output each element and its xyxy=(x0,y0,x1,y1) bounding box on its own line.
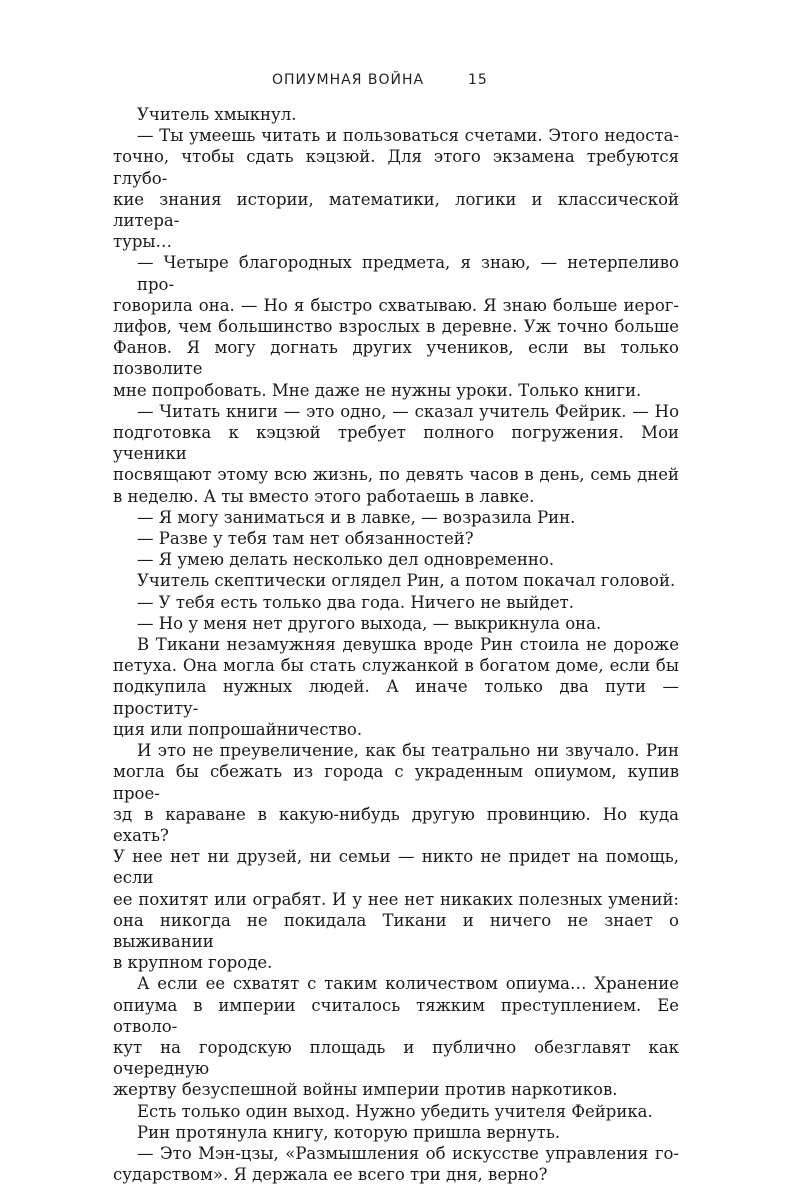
paragraph xyxy=(113,401,679,507)
text-line: Учитель хмыкнул. xyxy=(137,105,297,124)
text-line: — Но у меня нет другого выхода, — выкрикнула она. xyxy=(137,613,602,633)
text-line: туры… xyxy=(113,232,173,252)
text-line: точно, чтобы сдать кэцзюй. Для этого экзамена требуются глубо- xyxy=(113,147,679,188)
paragraph xyxy=(113,613,679,634)
paragraph xyxy=(113,104,679,125)
paragraph xyxy=(113,507,679,528)
text-line: — Читать книги — это одно, — сказал учитель Фейрик. — Но xyxy=(137,401,679,421)
text-line: А если ее схватят с таким количеством опиума… Хранение xyxy=(137,974,679,994)
text-line: ция или попрошайничество. xyxy=(113,719,363,739)
text-line: петуха. Она могла бы стать служанкой в богатом доме, если бы xyxy=(113,656,679,676)
text-line: в неделю. А ты вместо этого работаешь в лавке. xyxy=(113,486,535,506)
page-number: 15 xyxy=(468,72,488,88)
text-line: — Ты умеешь читать и пользоваться счетами. Этого недоста- xyxy=(137,126,679,146)
text-line: — Разве у тебя там нет обязанностей? xyxy=(137,529,474,549)
text-line: — Четыре благородных предмета, я знаю, — нетерпеливо про- xyxy=(137,253,679,294)
book-title: ОПИУМНАЯ ВОЙНА xyxy=(272,72,425,88)
text-line: В Тикани незамужняя девушка вроде Рин стоила не дороже xyxy=(137,635,679,655)
text-line: — У тебя есть только два года. Ничего не выйдет. xyxy=(137,592,574,612)
text-line: посвящают этому всю жизнь, по девять часов в день, семь дней xyxy=(113,465,679,485)
text-line: сударством». Я держала ее всего три дня, верно? xyxy=(113,1165,548,1185)
paragraph xyxy=(113,570,679,591)
text-line: опиума в империи считалось тяжким преступлением. Ее отволо- xyxy=(113,995,679,1036)
paragraph xyxy=(113,1101,679,1122)
paragraph xyxy=(113,528,679,549)
body-text xyxy=(113,104,679,1185)
running-head xyxy=(0,72,800,92)
text-line: — Я могу заниматься и в лавке, — возразила Рин. xyxy=(137,507,576,527)
paragraph xyxy=(113,592,679,613)
text-line: подготовка к кэцзюй требует полного погружения. Мои ученики xyxy=(113,423,679,464)
text-line: У нее нет ни друзей, ни семьи — никто не придет на помощь, если xyxy=(113,847,679,888)
text-line: она никогда не покидала Тикани и ничего не знает о выживании xyxy=(113,910,679,951)
text-line: И это не преувеличение, как бы театрально ни звучало. Рин xyxy=(137,741,679,761)
paragraph xyxy=(113,740,679,973)
text-line: кут на городскую площадь и публично обезглавят как очередную xyxy=(113,1037,679,1079)
paragraph xyxy=(113,125,679,252)
text-line: ее похитят или ограбят. И у нее нет никаких полезных умений: xyxy=(113,889,679,909)
text-line: могла бы сбежать из города с украденным опиумом, купив прое- xyxy=(113,762,679,803)
paragraph xyxy=(113,1122,679,1143)
text-line: — Это Мэн-цзы, «Размышления об искусстве управления го- xyxy=(137,1143,679,1163)
text-line: Фанов. Я могу догнать других учеников, если вы только позволите xyxy=(113,338,679,379)
text-line: жертву безуспешной войны империи против наркотиков. xyxy=(113,1080,618,1100)
text-line: Учитель скептически оглядел Рин, а потом покачал головой. xyxy=(137,571,676,591)
text-line: Есть только один выход. Нужно убедить учителя Фейрика. xyxy=(137,1101,653,1121)
text-line: — Я умею делать несколько дел одновременно. xyxy=(137,550,555,570)
paragraph xyxy=(113,634,679,740)
paragraph xyxy=(113,549,679,570)
text-line: лифов, чем большинство взрослых в деревне. Уж точно больше xyxy=(113,317,679,337)
paragraph xyxy=(113,252,679,400)
paragraph xyxy=(113,1143,679,1185)
text-line: в крупном городе. xyxy=(113,953,273,973)
text-line: говорила она. — Но я быстро схватываю. Я знаю больше иерог- xyxy=(113,295,679,315)
paragraph xyxy=(113,973,679,1100)
text-line: мне попробовать. Мне даже не нужны уроки. Только книги. xyxy=(113,380,642,400)
text-line: кие знания истории, математики, логики и классической литера- xyxy=(113,189,679,231)
text-line: зд в караване в какую-нибудь другую провинцию. Но куда ехать? xyxy=(113,804,679,845)
text-line: подкупила нужных людей. А иначе только два пути — проститу- xyxy=(113,677,679,718)
text-line: Рин протянула книгу, которую пришла вернуть. xyxy=(137,1122,561,1142)
